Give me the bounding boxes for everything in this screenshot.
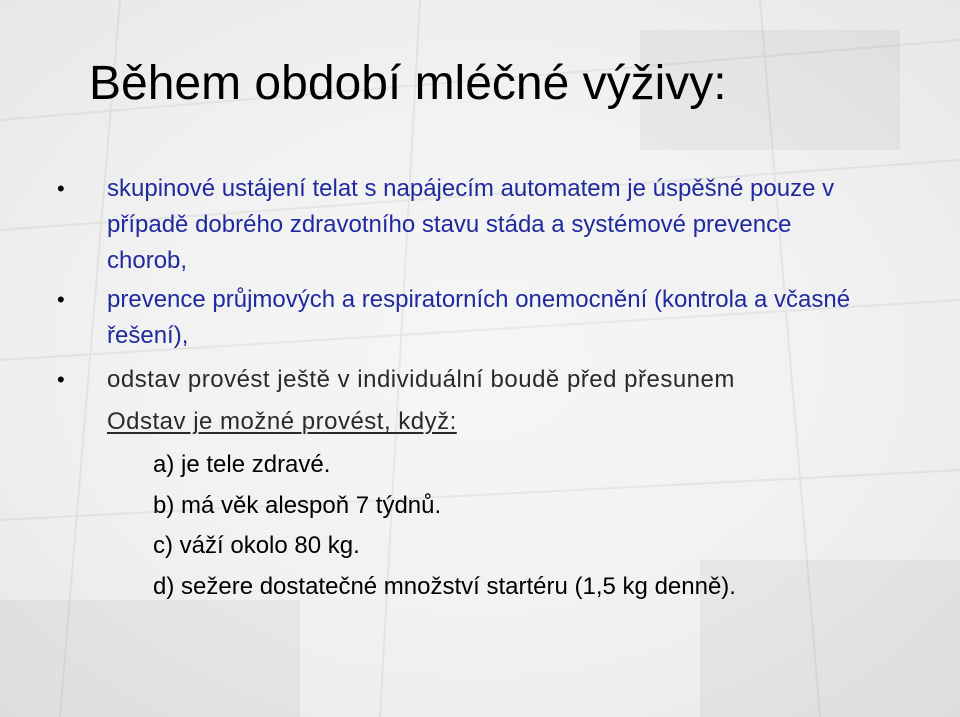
condition-item: a) je tele zdravé. xyxy=(153,451,331,478)
bullet-text: odstav provést ještě v individuální boudě před přesunem xyxy=(107,366,735,393)
bullet-text: skupinové ustájení telat s napájecím automatem je úspěšné pouze v případě dobrého zdravotního stavu stáda a systémové prevence chorob, xyxy=(107,175,835,274)
bullet-text: prevence průjmových a respiratorních onemocnění (kontrola a včasné řešení), xyxy=(107,286,851,349)
bullet-item xyxy=(107,282,867,354)
conditions-heading: Odstav je možné provést, když: xyxy=(107,408,457,435)
slide-title: Během období mléčné výživy: xyxy=(89,57,727,110)
bullet-item xyxy=(107,171,867,279)
condition-item: d) sežere dostatečné množství startéru (1,5 kg denně). xyxy=(153,572,736,600)
bullet-marker: • xyxy=(57,176,65,201)
bullet-marker: • xyxy=(57,287,65,312)
conditions-list xyxy=(153,445,736,607)
condition-item: c) váží okolo 80 kg. xyxy=(153,532,360,559)
bullet-marker: • xyxy=(57,367,65,392)
condition-item: b) má věk alespoň 7 týdnů. xyxy=(153,491,442,519)
bullet-item xyxy=(107,362,927,398)
